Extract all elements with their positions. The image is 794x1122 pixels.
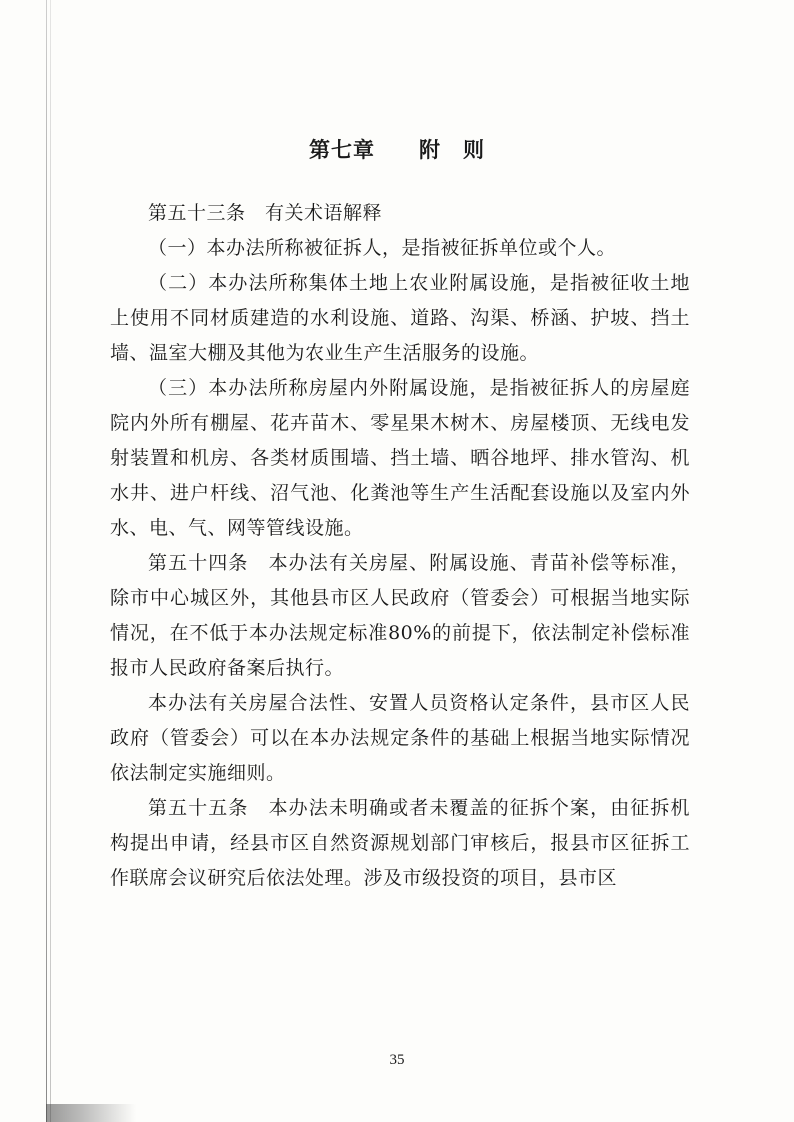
scan-corner-shadow — [46, 1104, 136, 1122]
term-definition-3: （三）本办法所称房屋内外附属设施，是指被征拆人的房屋庭院内外所有棚屋、花卉苗木、零星果木树木、房屋楼顶、无线电发射装置和机房、各类材质围墙、挡土墙、晒谷地坪、排水管沟、机水井、进户杆线、沼气池、化粪池等生产生活配套设施以及室内外水、电、气、网等管线设施。 — [110, 377, 690, 539]
article-54: 第五十四条 本办法有关房屋、附属设施、青苗补偿等标准，除市中心城区外，其他县市区人民政府（管委会）可根据当地实际情况，在不低于本办法规定标准80%的前提下，依法制定补偿标准报市人民政府备案后执行。 — [110, 552, 690, 679]
term-definition-2: （二）本办法所称集体土地上农业附属设施，是指被征收土地上使用不同材质建造的水利设施、道路、沟渠、桥涵、护坡、挡土墙、温室大棚及其他为农业生产生活服务的设施。 — [110, 272, 690, 364]
scan-binding-edge-secondary — [50, 0, 51, 1122]
article-55: 第五十五条 本办法未明确或者未覆盖的征拆个案，由征拆机构提出申请，经县市区自然资源规划部门审核后，报县市区征拆工作联席会议研究后依法处理。涉及市级投资的项目，县市区 — [110, 797, 690, 889]
document-body — [110, 196, 690, 896]
article-54-supplement: 本办法有关房屋合法性、安置人员资格认定条件，县市区人民政府（管委会）可以在本办法规定条件的基础上根据当地实际情况依法制定实施细则。 — [110, 692, 690, 784]
page-number: 35 — [389, 1052, 405, 1068]
article-53-heading: 第五十三条 有关术语解释 — [148, 202, 383, 224]
term-definition-1: （一）本办法所称被征拆人，是指被征拆单位或个人。 — [148, 237, 617, 259]
chapter-title: 第七章 附 则 — [309, 137, 485, 162]
scan-binding-edge — [46, 0, 47, 1122]
